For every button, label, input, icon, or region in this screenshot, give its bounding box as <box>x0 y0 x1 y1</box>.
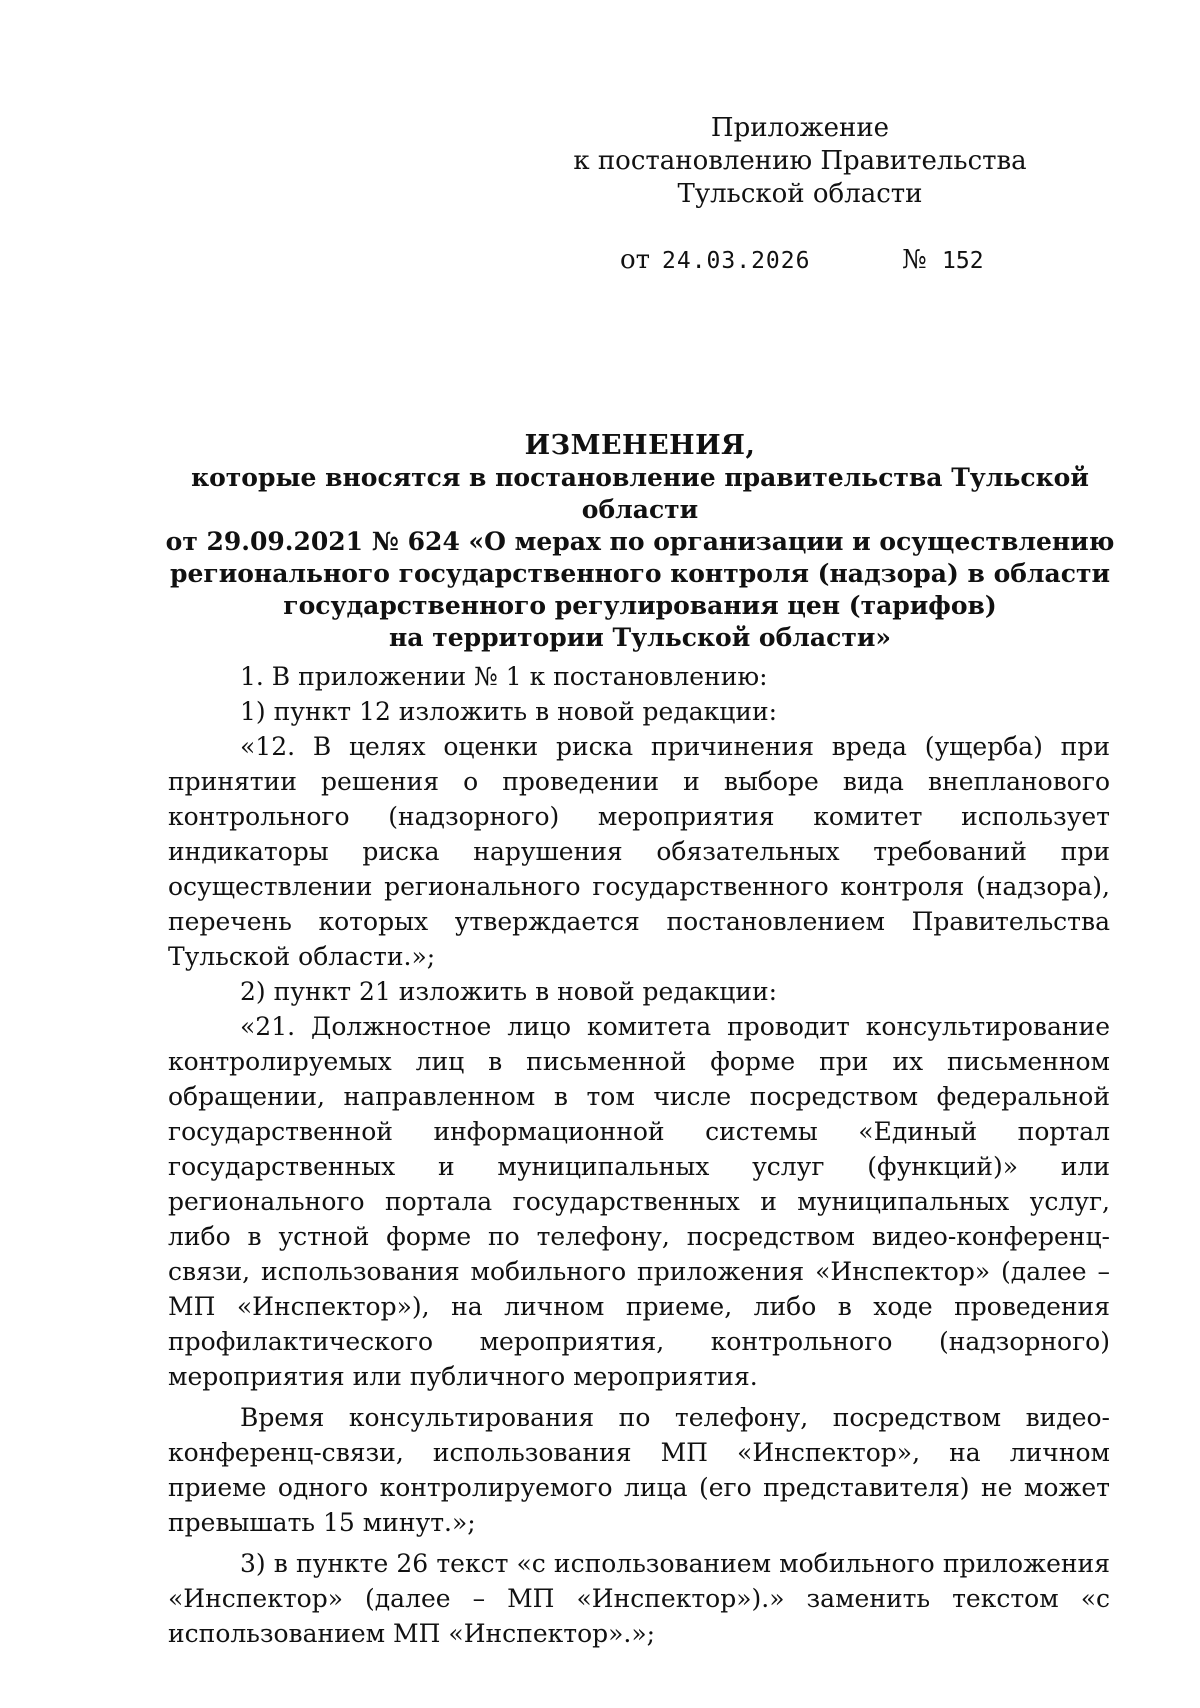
title-line-5: на территории Тульской области» <box>389 623 891 652</box>
attachment-line-3: Тульской области <box>677 179 923 209</box>
paragraph-5: «21. Должностное лицо комитета проводит консультирование контролируемых лиц в письменной форме при их письменном обращении, направленном в том числе посредством федеральной государственной информационной системы «Единый портал государственных и муниципальных услуг (функций)» или регионального портала государственных и муниципальных услуг, либо в устной форме по телефону, посредством видео-конференц-связи, использования мобильного приложения «Инспектор» (далее – МП «Инспектор»), на личном приеме, либо в ходе проведения профилактического мероприятия, контрольного (надзорного) мероприятия или публичного мероприятия. <box>168 1012 1110 1391</box>
paragraph-1: 1. В приложении № 1 к постановлению: <box>240 662 768 691</box>
attachment-line-1: Приложение <box>710 113 890 143</box>
attachment-line-2: к постановлению Правительства <box>573 146 1027 176</box>
paragraph-6: Время консультирования по телефону, посредством видео-конференц-связи, использования МП «Инспектор», на личном приеме одного контролируемого лица (его представителя) не может превышать 15 минут.»; <box>168 1403 1110 1537</box>
paragraph-4: 2) пункт 21 изложить в новой редакции: <box>240 977 778 1006</box>
paragraph-3: «12. В целях оценки риска причинения вреда (ущерба) при принятии решения о проведении и выборе вида внепланового контрольного (надзорного) мероприятия комитет использует индикаторы риска нарушения обязательных требований при осуществлении регионального государственного контроля (надзора), перечень которых утверждается постановлением Правительства Тульской области.»; <box>168 732 1110 971</box>
attachment-header <box>560 112 1040 211</box>
number-sign: № <box>902 245 927 275</box>
paragraph-2: 1) пункт 12 изложить в новой редакции: <box>240 697 778 726</box>
paragraph-7: 3) в пункте 26 текст «с использованием мобильного приложения «Инспектор» (далее – МП «Инспектор»).» заменить текстом «с использованием МП «Инспектор».»; <box>168 1549 1110 1648</box>
document-title <box>160 430 1120 654</box>
title-line-2: от 29.09.2021 № 624 «О мерах по организации и осуществлению <box>165 527 1115 556</box>
document-date: 24.03.2026 <box>662 248 811 274</box>
date-prefix: от <box>620 245 651 275</box>
title-line-3: регионального государственного контроля (надзора) в области <box>169 559 1110 588</box>
title-heading: ИЗМЕНЕНИЯ, <box>524 430 756 461</box>
title-line-4: государственного регулирования цен (тарифов) <box>283 591 997 620</box>
title-line-1: которые вносятся в постановление правительства Тульской области <box>191 463 1089 524</box>
document-number: 152 <box>942 248 984 274</box>
document-body <box>168 659 1110 1651</box>
